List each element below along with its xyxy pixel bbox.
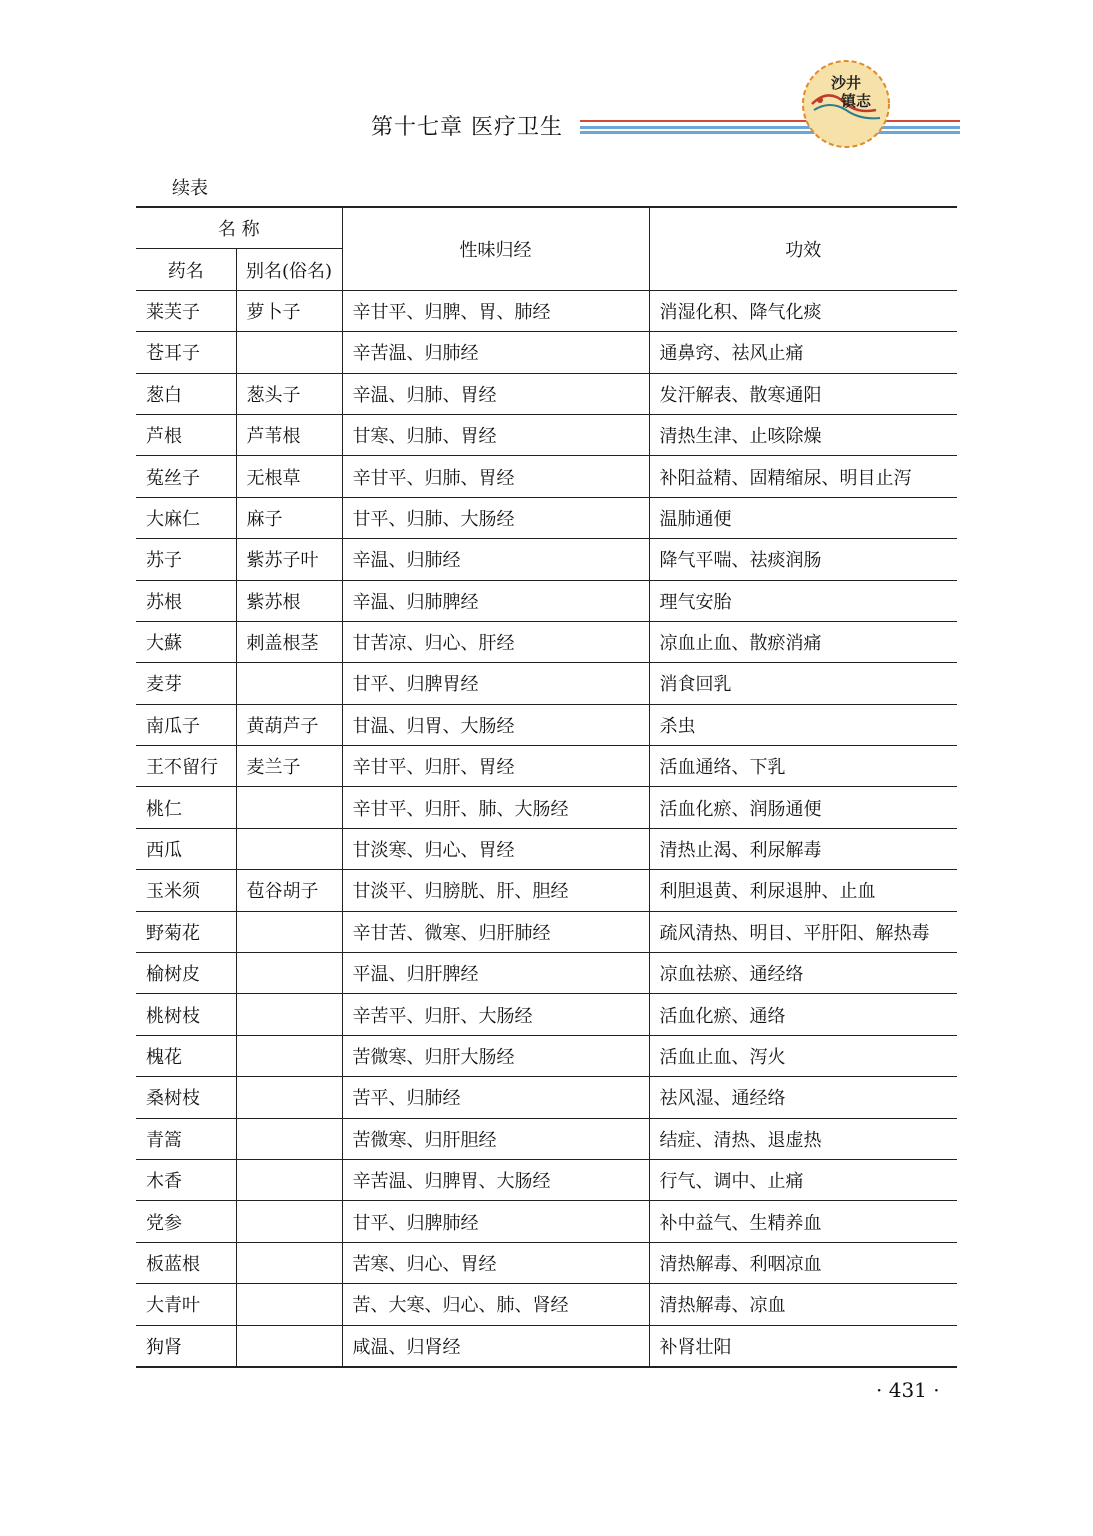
cell-effect: 祛风湿、通经络 — [649, 1077, 957, 1118]
cell-property: 辛甘平、归肝、胃经 — [342, 746, 649, 787]
cell-property: 甘淡寒、归心、胃经 — [342, 828, 649, 869]
table-row — [136, 1201, 957, 1242]
cell-effect: 补中益气、生精养血 — [649, 1201, 957, 1242]
cell-name: 玉米须 — [136, 870, 236, 911]
cell-alias: 黄葫芦子 — [236, 704, 342, 745]
cell-property: 辛苦温、归脾胃、大肠经 — [342, 1159, 649, 1200]
cell-name: 苍耳子 — [136, 332, 236, 373]
cell-effect: 活血通络、下乳 — [649, 746, 957, 787]
cell-alias — [236, 1242, 342, 1283]
cell-property: 辛温、归肺经 — [342, 539, 649, 580]
cell-name: 莱芙子 — [136, 290, 236, 331]
cell-property: 平温、归肝脾经 — [342, 953, 649, 994]
cell-name: 西瓜 — [136, 828, 236, 869]
cell-alias — [236, 828, 342, 869]
cell-property: 苦寒、归心、胃经 — [342, 1242, 649, 1283]
cell-effect: 凉血祛瘀、通经络 — [649, 953, 957, 994]
cell-alias — [236, 1284, 342, 1325]
cell-property: 苦微寒、归肝大肠经 — [342, 1035, 649, 1076]
cell-property: 苦平、归肺经 — [342, 1077, 649, 1118]
table-continued-label: 续表 — [172, 178, 208, 199]
cell-effect: 清热解毒、凉血 — [649, 1284, 957, 1325]
column-header-property: 性味归经 — [342, 207, 649, 290]
table-row — [136, 1284, 957, 1325]
cell-name: 苏根 — [136, 580, 236, 621]
cell-effect: 消食回乳 — [649, 663, 957, 704]
chapter-title: 第十七章 医疗卫生 — [371, 115, 563, 140]
cell-property: 甘淡平、归膀胱、肝、胆经 — [342, 870, 649, 911]
cell-alias — [236, 787, 342, 828]
cell-alias: 紫苏根 — [236, 580, 342, 621]
cell-name: 桃树枝 — [136, 994, 236, 1035]
cell-alias: 萝卜子 — [236, 290, 342, 331]
table-row — [136, 787, 957, 828]
table-row — [136, 1159, 957, 1200]
cell-effect: 清热止渴、利尿解毒 — [649, 828, 957, 869]
table-row — [136, 373, 957, 414]
cell-property: 咸温、归肾经 — [342, 1325, 649, 1367]
cell-property: 辛温、归肺、胃经 — [342, 373, 649, 414]
table-row — [136, 1242, 957, 1283]
cell-effect: 清热解毒、利咽凉血 — [649, 1242, 957, 1283]
cell-name: 王不留行 — [136, 746, 236, 787]
cell-effect: 结症、清热、退虚热 — [649, 1118, 957, 1159]
cell-effect: 补阳益精、固精缩尿、明目止泻 — [649, 456, 957, 497]
header-rule-red — [580, 120, 960, 122]
cell-alias — [236, 1325, 342, 1367]
table-row — [136, 1118, 957, 1159]
cell-alias: 紫苏子叶 — [236, 539, 342, 580]
cell-effect: 降气平喘、祛痰润肠 — [649, 539, 957, 580]
cell-effect: 清热生津、止咳除燥 — [649, 414, 957, 455]
cell-name: 狗肾 — [136, 1325, 236, 1367]
cell-name: 菟丝子 — [136, 456, 236, 497]
herb-table-body — [136, 290, 957, 1367]
cell-name: 大青叶 — [136, 1284, 236, 1325]
cell-name: 葱白 — [136, 373, 236, 414]
cell-effect: 补肾壮阳 — [649, 1325, 957, 1367]
cell-property: 辛甘平、归肺、胃经 — [342, 456, 649, 497]
cell-property: 苦微寒、归肝胆经 — [342, 1118, 649, 1159]
cell-alias: 苞谷胡子 — [236, 870, 342, 911]
cell-effect: 活血化瘀、润肠通便 — [649, 787, 957, 828]
cell-alias — [236, 911, 342, 952]
table-row — [136, 290, 957, 331]
cell-property: 辛甘平、归脾、胃、肺经 — [342, 290, 649, 331]
cell-alias: 刺盖根茎 — [236, 621, 342, 662]
cell-alias: 葱头子 — [236, 373, 342, 414]
cell-name: 苏子 — [136, 539, 236, 580]
table-row — [136, 1325, 957, 1367]
cell-name: 榆树皮 — [136, 953, 236, 994]
cell-effect: 活血化瘀、通络 — [649, 994, 957, 1035]
column-header-name: 药名 — [136, 249, 236, 290]
cell-name: 野菊花 — [136, 911, 236, 952]
cell-effect: 通鼻窍、祛风止痛 — [649, 332, 957, 373]
cell-name: 桑树枝 — [136, 1077, 236, 1118]
header-rule-blue — [580, 126, 960, 129]
cell-effect: 行气、调中、止痛 — [649, 1159, 957, 1200]
table-row — [136, 994, 957, 1035]
cell-property: 甘平、归脾肺经 — [342, 1201, 649, 1242]
cell-property: 甘苦凉、归心、肝经 — [342, 621, 649, 662]
table-row — [136, 621, 957, 662]
table-row — [136, 953, 957, 994]
header-rule-blue-2 — [580, 131, 960, 134]
cell-property: 甘平、归脾胃经 — [342, 663, 649, 704]
cell-name: 芦根 — [136, 414, 236, 455]
cell-alias — [236, 1118, 342, 1159]
cell-alias: 麦兰子 — [236, 746, 342, 787]
table-row — [136, 1077, 957, 1118]
cell-alias — [236, 953, 342, 994]
table-row — [136, 828, 957, 869]
cell-property: 辛温、归肺脾经 — [342, 580, 649, 621]
cell-property: 辛苦温、归肺经 — [342, 332, 649, 373]
cell-alias — [236, 663, 342, 704]
herb-table — [136, 206, 957, 1368]
table-row — [136, 539, 957, 580]
column-header-alias: 别名(俗名) — [236, 249, 342, 290]
table-row — [136, 332, 957, 373]
cell-alias — [236, 1077, 342, 1118]
table-row — [136, 746, 957, 787]
cell-alias — [236, 1201, 342, 1242]
cell-effect: 疏风清热、明目、平肝阳、解热毒 — [649, 911, 957, 952]
cell-alias: 麻子 — [236, 497, 342, 538]
cell-name: 槐花 — [136, 1035, 236, 1076]
cell-property: 甘平、归肺、大肠经 — [342, 497, 649, 538]
cell-effect: 理气安胎 — [649, 580, 957, 621]
cell-alias — [236, 1159, 342, 1200]
cell-name: 青篙 — [136, 1118, 236, 1159]
town-gazette-seal-icon — [800, 58, 892, 150]
cell-effect: 杀虫 — [649, 704, 957, 745]
cell-property: 甘寒、归肺、胃经 — [342, 414, 649, 455]
cell-name: 大蘇 — [136, 621, 236, 662]
table-row — [136, 456, 957, 497]
table-row — [136, 663, 957, 704]
column-header-effect: 功效 — [649, 207, 957, 290]
cell-effect: 活血止血、泻火 — [649, 1035, 957, 1076]
cell-name: 党参 — [136, 1201, 236, 1242]
cell-effect: 凉血止血、散瘀消痛 — [649, 621, 957, 662]
cell-name: 麦芽 — [136, 663, 236, 704]
table-row — [136, 497, 957, 538]
page-number: · 431 · — [876, 1378, 940, 1402]
cell-property: 辛苦平、归肝、大肠经 — [342, 994, 649, 1035]
table-row — [136, 870, 957, 911]
cell-alias — [236, 1035, 342, 1076]
column-group-name: 名 称 — [136, 207, 342, 249]
seal-text-line1: 沙井 — [830, 74, 862, 92]
cell-name: 南瓜子 — [136, 704, 236, 745]
seal-text-line2: 镇志 — [840, 92, 872, 110]
table-row — [136, 414, 957, 455]
cell-property: 辛甘平、归肝、肺、大肠经 — [342, 787, 649, 828]
cell-property: 苦、大寒、归心、肺、肾经 — [342, 1284, 649, 1325]
cell-name: 大麻仁 — [136, 497, 236, 538]
cell-alias: 芦苇根 — [236, 414, 342, 455]
table-row — [136, 580, 957, 621]
table-row — [136, 1035, 957, 1076]
cell-alias — [236, 332, 342, 373]
table-row — [136, 704, 957, 745]
cell-effect: 利胆退黄、利尿退肿、止血 — [649, 870, 957, 911]
cell-property: 辛甘苦、微寒、归肝肺经 — [342, 911, 649, 952]
cell-effect: 温肺通便 — [649, 497, 957, 538]
cell-name: 桃仁 — [136, 787, 236, 828]
table-row — [136, 911, 957, 952]
cell-alias — [236, 994, 342, 1035]
cell-property: 甘温、归胃、大肠经 — [342, 704, 649, 745]
cell-name: 木香 — [136, 1159, 236, 1200]
cell-effect: 消湿化积、降气化痰 — [649, 290, 957, 331]
cell-alias: 无根草 — [236, 456, 342, 497]
cell-name: 板蓝根 — [136, 1242, 236, 1283]
cell-effect: 发汗解表、散寒通阳 — [649, 373, 957, 414]
